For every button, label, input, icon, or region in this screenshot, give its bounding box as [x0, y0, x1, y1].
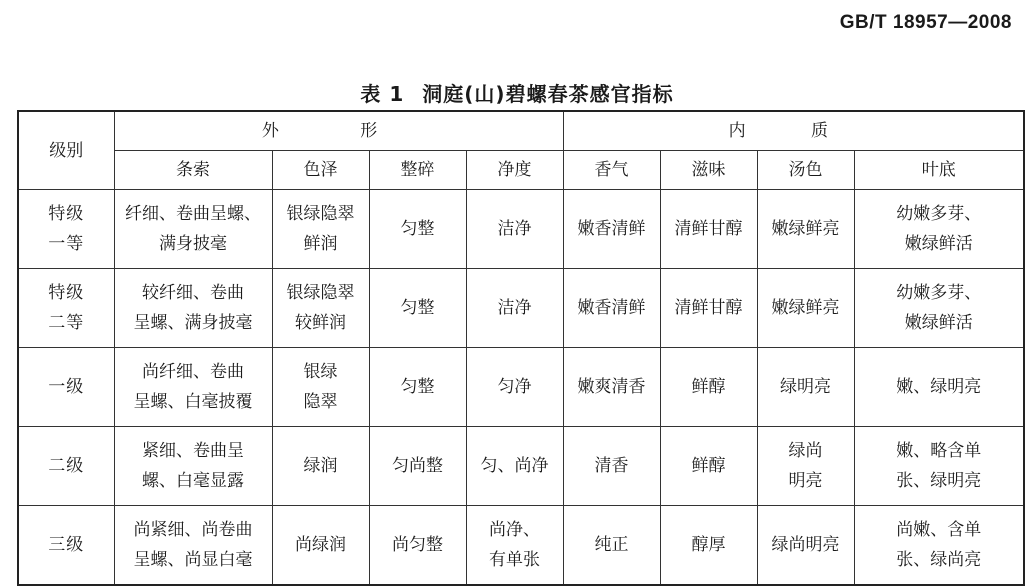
cell-line: 特级 — [48, 204, 85, 224]
cell-line: 嫩香清鲜 — [577, 219, 646, 239]
table-cell — [114, 427, 272, 506]
quality-group-header: 内 质 — [563, 111, 1024, 151]
table-cell — [854, 506, 1024, 586]
table-cell — [466, 190, 563, 269]
table-cell — [466, 269, 563, 348]
cell-line: 银绿隐翠 — [286, 283, 355, 303]
table-cell — [114, 269, 272, 348]
table-cell — [369, 506, 466, 586]
table-cell — [466, 427, 563, 506]
cell-line: 满身披毫 — [159, 234, 227, 254]
table-cell — [563, 427, 660, 506]
cell-line: 二级 — [48, 456, 85, 476]
table-cell — [563, 269, 660, 348]
table-cell — [272, 348, 369, 427]
cell-line: 银绿隐翠 — [286, 204, 355, 224]
table-cell — [114, 190, 272, 269]
table-cell — [369, 427, 466, 506]
cell-line: 张、绿明亮 — [896, 471, 982, 491]
table-cell — [563, 506, 660, 586]
cell-line: 嫩、绿明亮 — [896, 377, 982, 397]
cell-line: 匀整 — [400, 219, 435, 239]
cell-line: 洁净 — [497, 298, 532, 318]
table-cell — [272, 427, 369, 506]
grade-cell — [18, 348, 114, 427]
table-cell — [466, 506, 563, 586]
table-cell — [757, 190, 854, 269]
cell-line: 呈螺、尚显白毫 — [133, 550, 253, 570]
cell-line: 纤细、卷曲呈螺、 — [125, 204, 261, 224]
column-header: 叶底 — [854, 151, 1024, 190]
cell-line: 匀净 — [497, 377, 532, 397]
table-cell — [757, 269, 854, 348]
column-header: 条索 — [114, 151, 272, 190]
table-body — [18, 190, 1024, 586]
table-cell — [272, 506, 369, 586]
cell-line: 匀尚整 — [392, 456, 443, 476]
cell-line: 嫩、略含单 — [896, 441, 982, 461]
cell-line: 幼嫩多芽、 — [896, 204, 982, 224]
table-cell — [854, 427, 1024, 506]
cell-line: 清鲜甘醇 — [674, 298, 743, 318]
cell-line: 匀整 — [400, 298, 435, 318]
cell-line: 尚纤细、卷曲 — [142, 362, 244, 382]
sensory-index-table — [17, 110, 1025, 586]
table-label: 表 1 — [360, 82, 405, 106]
table-row — [18, 348, 1024, 427]
cell-line: 特级 — [48, 283, 85, 303]
cell-line: 嫩绿鲜活 — [904, 313, 973, 333]
cell-line: 一级 — [48, 377, 85, 397]
cell-line: 绿尚 — [788, 441, 823, 461]
cell-line: 嫩绿鲜活 — [904, 234, 973, 254]
table-cell — [563, 348, 660, 427]
column-header: 香气 — [563, 151, 660, 190]
cell-line: 较纤细、卷曲 — [142, 283, 244, 303]
cell-line: 洁净 — [497, 219, 532, 239]
cell-line: 幼嫩多芽、 — [896, 283, 982, 303]
cell-line: 绿尚明亮 — [771, 535, 840, 555]
table-cell — [660, 269, 757, 348]
cell-line: 尚绿润 — [295, 535, 346, 555]
table-cell — [757, 348, 854, 427]
cell-line: 二等 — [48, 313, 85, 333]
cell-line: 清香 — [594, 456, 629, 476]
table-row — [18, 190, 1024, 269]
cell-line: 一等 — [48, 234, 85, 254]
cell-line: 尚紧细、尚卷曲 — [133, 520, 253, 540]
column-header-row — [18, 151, 1024, 190]
cell-line: 呈螺、满身披毫 — [133, 313, 253, 333]
cell-line: 尚匀整 — [392, 535, 443, 555]
column-header: 整碎 — [369, 151, 466, 190]
cell-line: 醇厚 — [691, 535, 726, 555]
table-cell — [114, 348, 272, 427]
cell-line: 纯正 — [594, 535, 629, 555]
table-cell — [563, 190, 660, 269]
cell-line: 有单张 — [489, 550, 541, 570]
cell-line: 紧细、卷曲呈 — [142, 441, 244, 461]
appearance-group-header: 外 形 — [114, 111, 563, 151]
table-cell — [660, 190, 757, 269]
column-header: 色泽 — [272, 151, 369, 190]
cell-line: 清鲜甘醇 — [674, 219, 743, 239]
table-cell — [757, 506, 854, 586]
table-cell — [114, 506, 272, 586]
cell-line: 呈螺、白毫披覆 — [133, 392, 253, 412]
cell-line: 嫩绿鲜亮 — [771, 219, 840, 239]
table-cell — [272, 269, 369, 348]
cell-line: 嫩爽清香 — [577, 377, 646, 397]
table-cell — [466, 348, 563, 427]
grade-cell — [18, 506, 114, 586]
grade-cell — [18, 427, 114, 506]
cell-line: 尚净、 — [489, 520, 541, 540]
cell-line: 匀、尚净 — [480, 456, 549, 476]
cell-line: 张、绿尚亮 — [896, 550, 982, 570]
table-cell — [854, 269, 1024, 348]
cell-line: 嫩绿鲜亮 — [771, 298, 840, 318]
table-title — [0, 78, 1034, 107]
table-cell — [660, 427, 757, 506]
table-row — [18, 427, 1024, 506]
cell-line: 绿润 — [303, 456, 338, 476]
cell-line: 绿明亮 — [780, 377, 832, 397]
grade-cell — [18, 190, 114, 269]
standard-code: GB/T 18957—2008 — [839, 12, 1012, 33]
column-header: 净度 — [466, 151, 563, 190]
table-cell — [660, 348, 757, 427]
cell-line: 三级 — [48, 535, 85, 555]
table-cell — [272, 190, 369, 269]
cell-line: 鲜润 — [303, 234, 338, 254]
cell-line: 隐翠 — [303, 392, 338, 412]
table-cell — [369, 269, 466, 348]
cell-line: 嫩香清鲜 — [577, 298, 646, 318]
cell-line: 尚嫩、含单 — [896, 520, 982, 540]
cell-line: 鲜醇 — [691, 377, 726, 397]
table-cell — [660, 506, 757, 586]
table-cell — [369, 190, 466, 269]
table-caption: 洞庭(山)碧螺春茶感官指标 — [422, 82, 674, 106]
cell-line: 匀整 — [400, 377, 435, 397]
column-header: 汤色 — [757, 151, 854, 190]
table-cell — [757, 427, 854, 506]
cell-line: 较鲜润 — [295, 313, 346, 333]
column-header: 滋味 — [660, 151, 757, 190]
grade-header: 级别 — [18, 111, 114, 190]
grade-cell — [18, 269, 114, 348]
table-row — [18, 269, 1024, 348]
table-cell — [369, 348, 466, 427]
table-cell — [854, 348, 1024, 427]
table-row — [18, 506, 1024, 586]
cell-line: 明亮 — [788, 471, 823, 491]
cell-line: 鲜醇 — [691, 456, 726, 476]
cell-line: 螺、白毫显露 — [142, 471, 244, 491]
cell-line: 银绿 — [303, 362, 338, 382]
table-cell — [854, 190, 1024, 269]
